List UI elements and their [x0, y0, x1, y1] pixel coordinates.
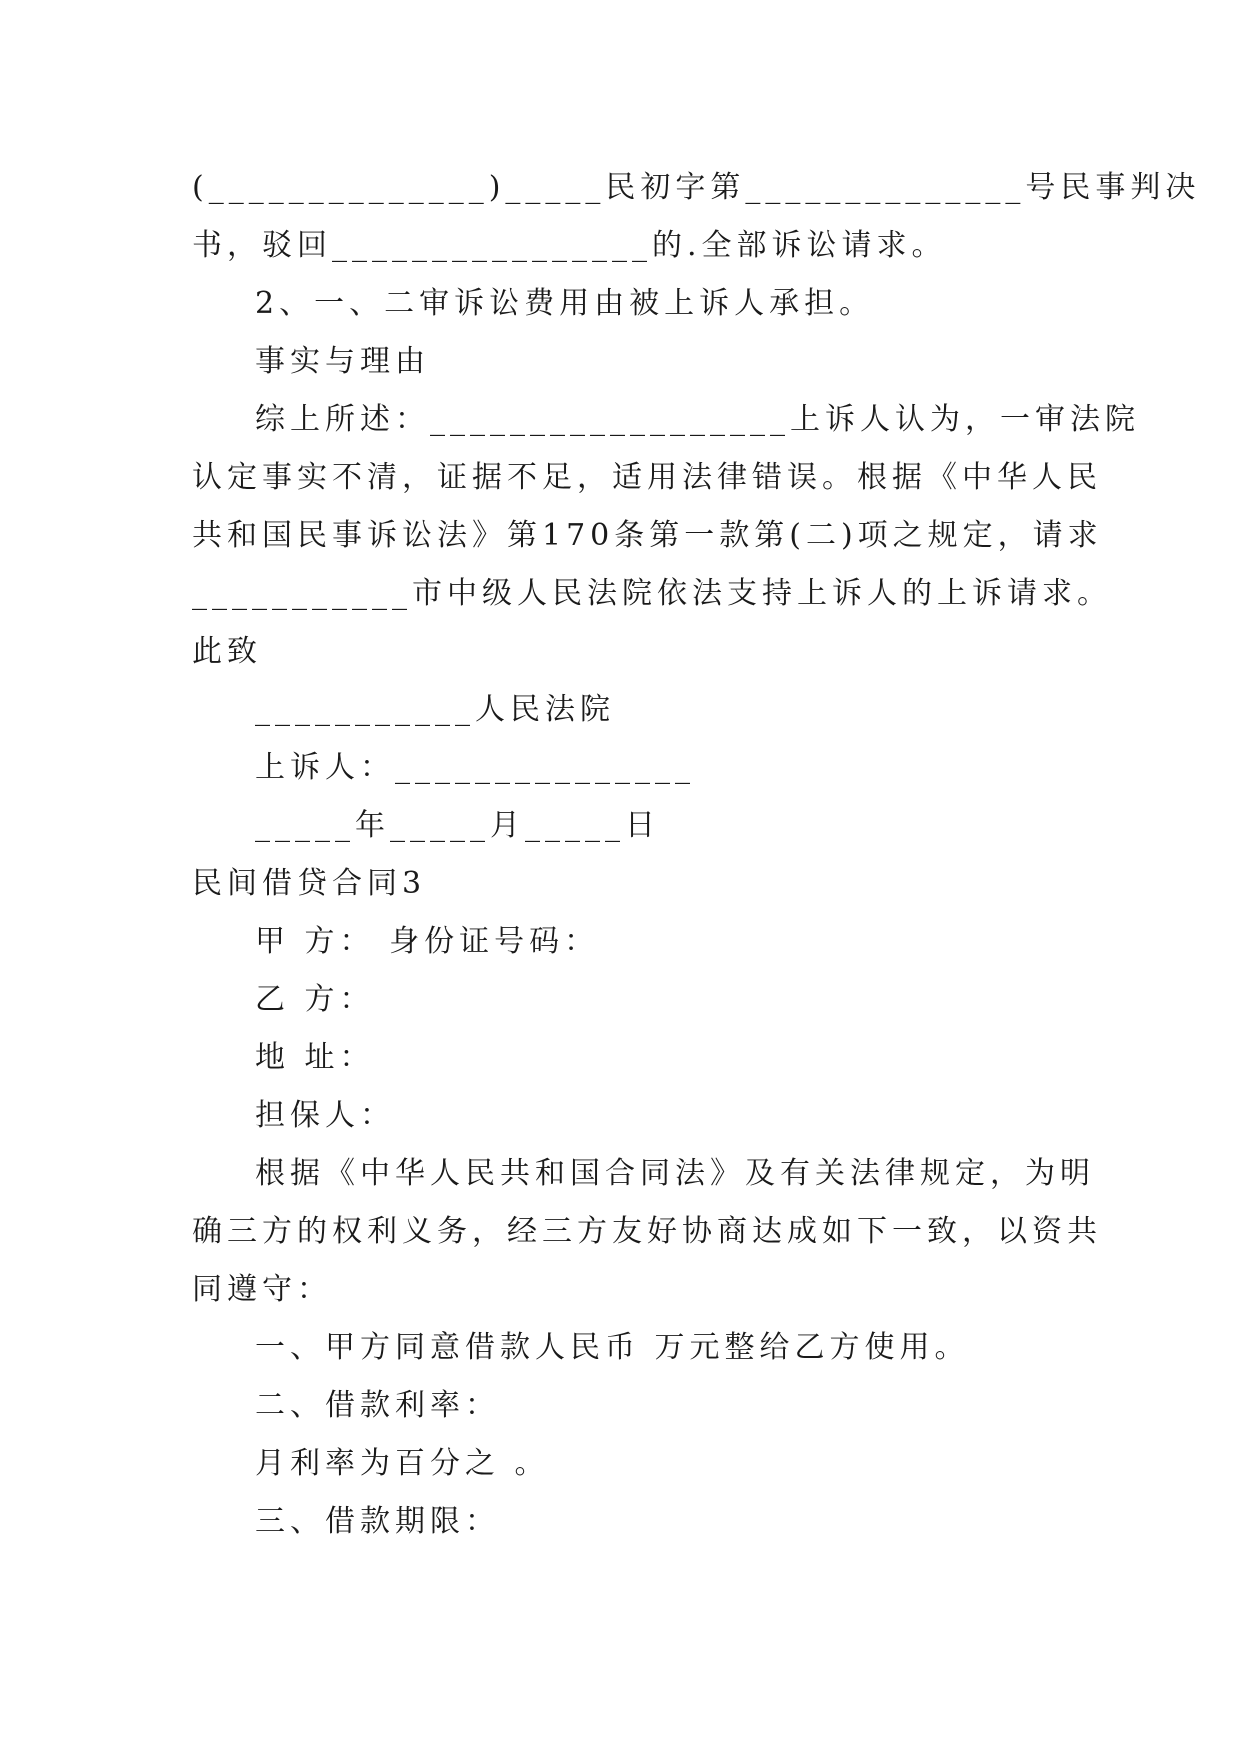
- text-line: (______________)_____民初字第______________号民事判决: [192, 170, 1201, 205]
- text-line: 此致: [192, 634, 262, 669]
- text-line: 地 址：: [255, 1040, 375, 1075]
- document-title: 民间借贷合同3: [192, 866, 427, 901]
- text-line: 三、借款期限：: [255, 1504, 500, 1539]
- text-line: 一、甲方同意借款人民币 万元整给乙方使用。: [255, 1330, 970, 1365]
- text-line: 甲 方： 身份证号码：: [255, 924, 600, 959]
- text-line: 担保人：: [255, 1098, 395, 1133]
- text-line: 综上所述：__________________上诉人认为，一审法院: [255, 402, 1140, 437]
- text-line: ___________人民法院: [255, 692, 615, 727]
- text-line: 2、一、二审诉讼费用由被上诉人承担。: [255, 286, 875, 321]
- text-line: 乙 方：: [255, 982, 375, 1017]
- text-line: 月利率为百分之 。: [255, 1446, 550, 1481]
- text-line: 上诉人：_______________: [255, 750, 695, 785]
- text-line: 根据《中华人民共和国合同法》及有关法律规定，为明: [255, 1156, 1095, 1191]
- text-line: 书，驳回________________的.全部诉讼请求。: [192, 228, 947, 263]
- date-line: _____年_____月_____日: [255, 808, 660, 843]
- text-line: 确三方的权利义务，经三方友好协商达成如下一致，以资共: [192, 1214, 1102, 1249]
- section-heading: 事实与理由: [255, 344, 430, 379]
- text-line: 同遵守：: [192, 1272, 332, 1307]
- text-line: 认定事实不清，证据不足，适用法律错误。根据《中华人民: [192, 460, 1102, 495]
- text-line: ___________市中级人民法院依法支持上诉人的上诉请求。: [192, 576, 1112, 611]
- text-line: 二、借款利率：: [255, 1388, 500, 1423]
- text-line: 共和国民事诉讼法》第170条第一款第(二)项之规定，请求: [192, 518, 1103, 553]
